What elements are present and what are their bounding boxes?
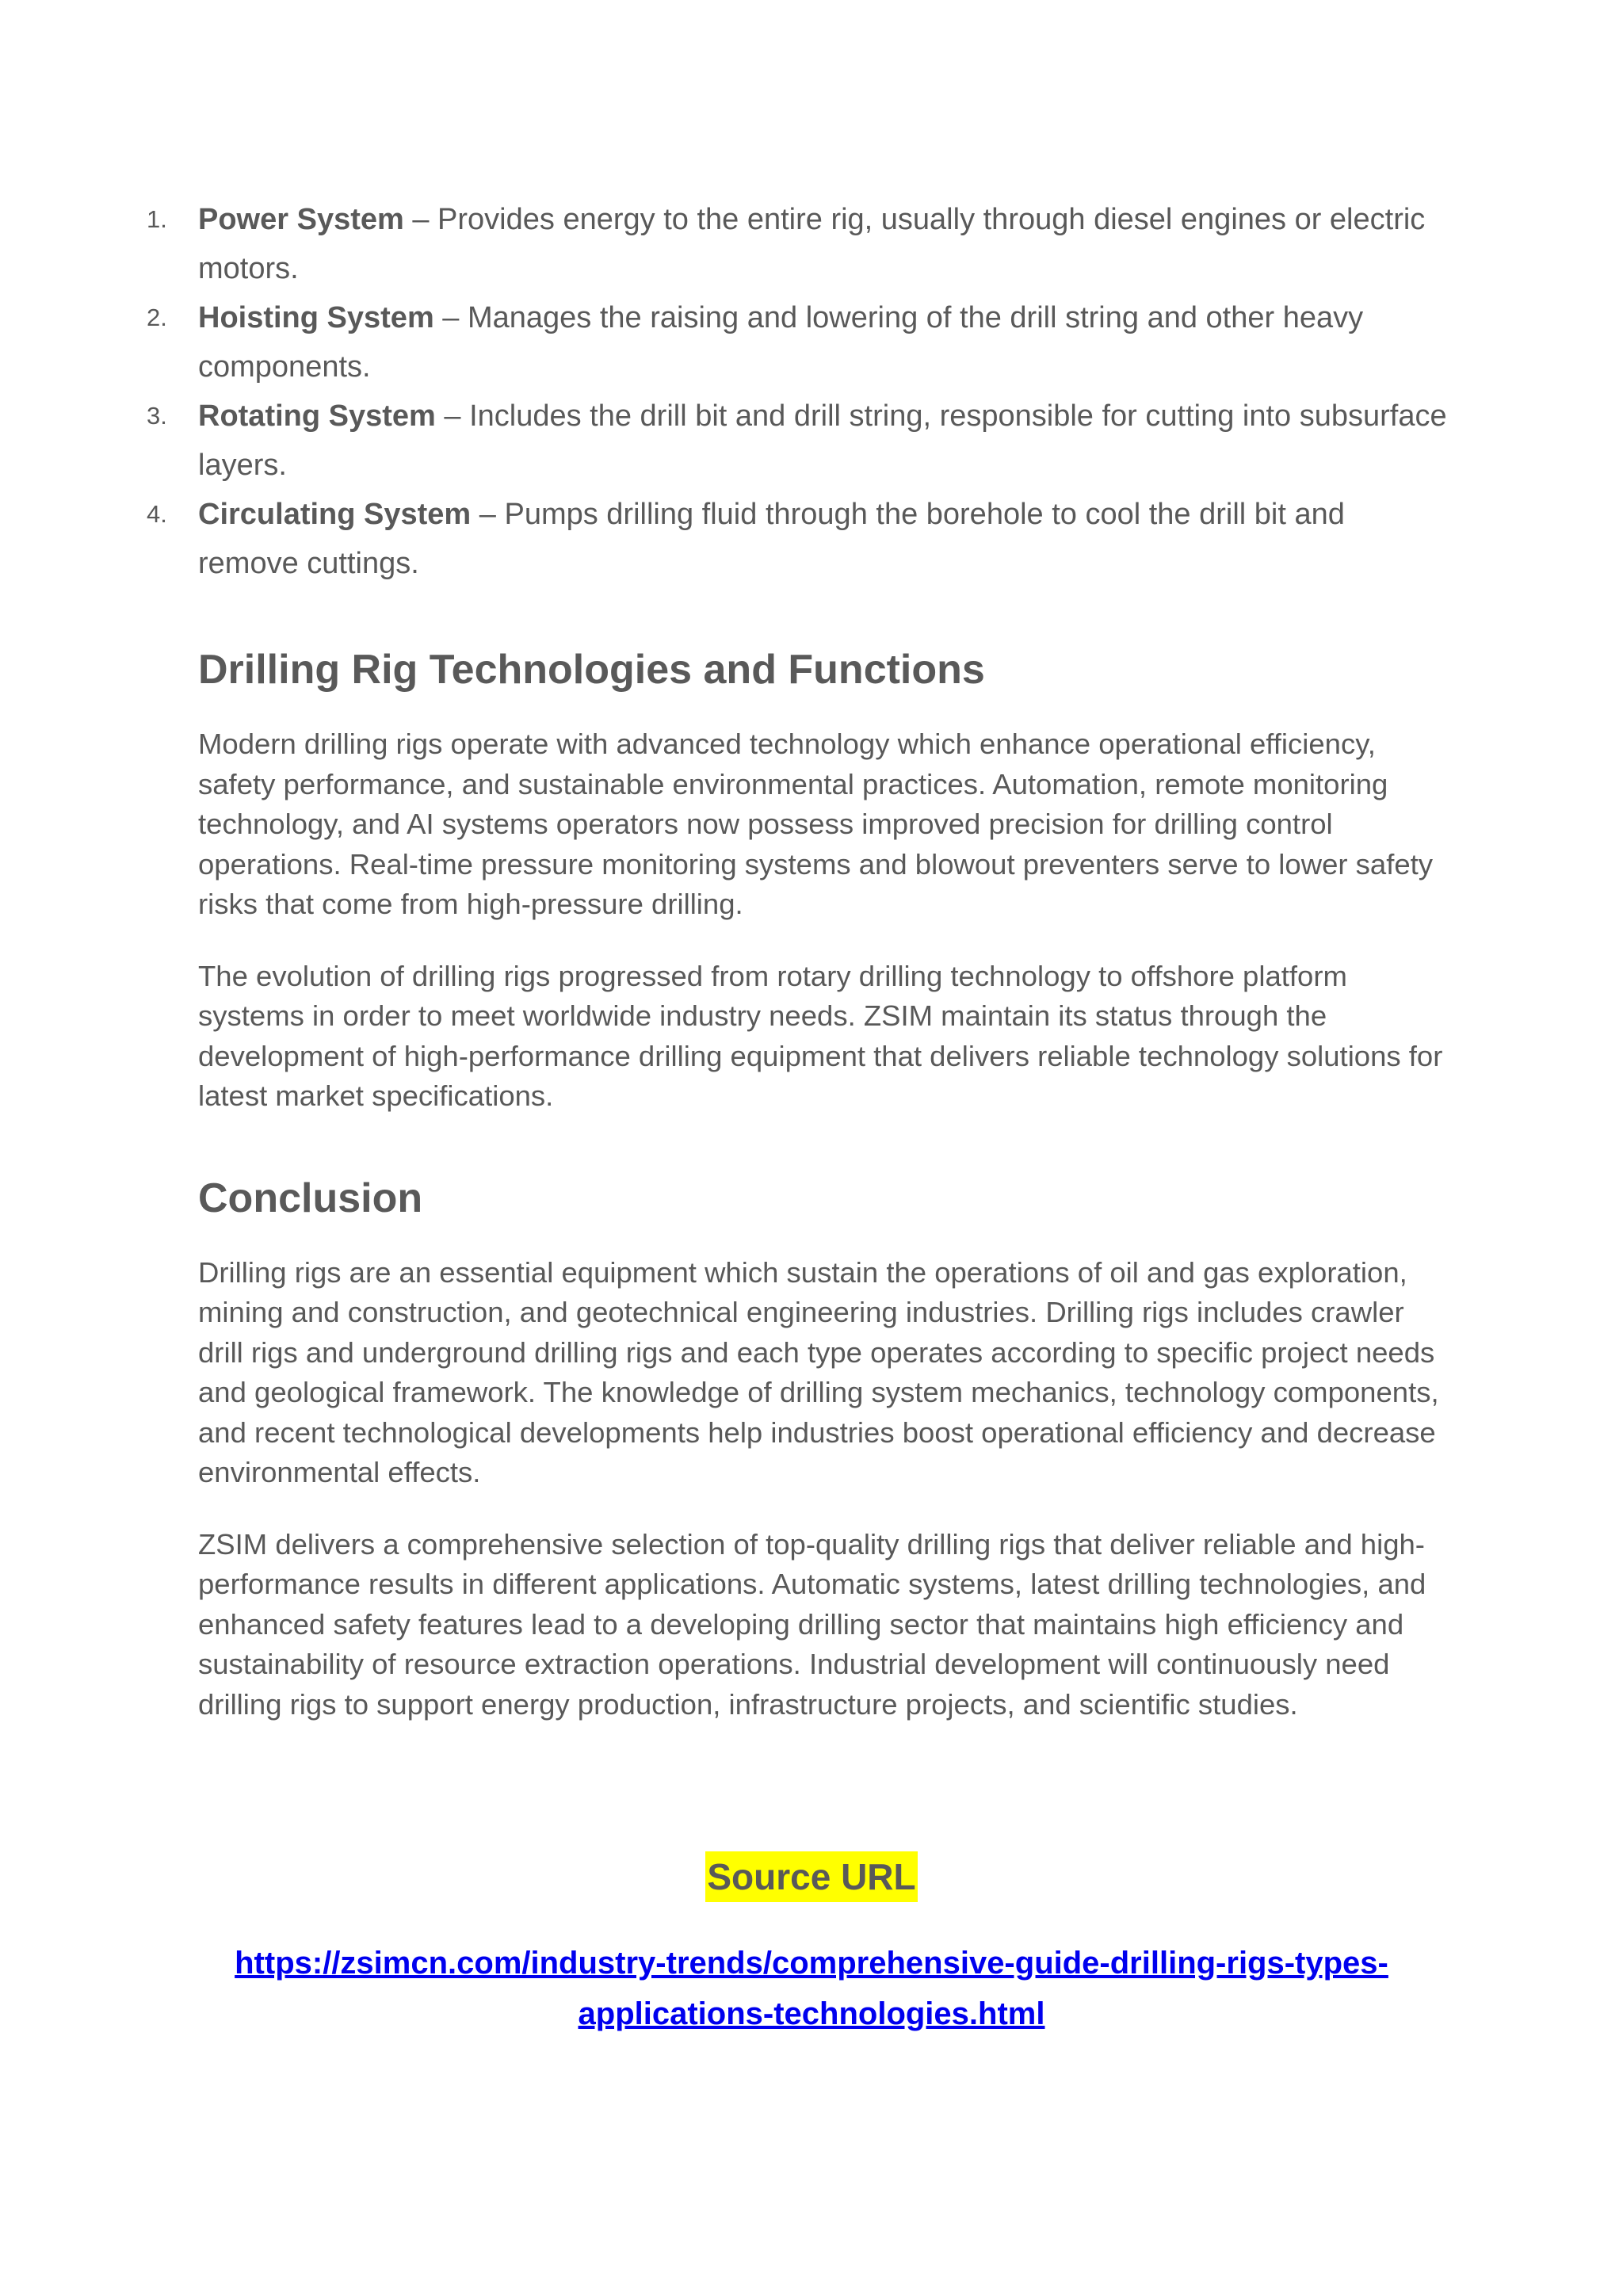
list-item-term: Rotating System xyxy=(198,399,436,433)
list-item-text: – Pumps drilling fluid through the borehole to cool the drill bit and remove cuttings. xyxy=(198,498,1345,580)
list-item xyxy=(147,490,1450,588)
list-item-text: – Includes the drill bit and drill string, responsible for cutting into subsurface layers. xyxy=(198,399,1447,482)
list-item-term: Circulating System xyxy=(198,498,472,531)
source-url-container xyxy=(158,1938,1465,2039)
technologies-paragraph-1: Modern drilling rigs operate with advanced technology which enhance operational efficiency, safety performance, and sustainable environmental practices. Automation, remote monitoring technology, and AI systems operators now possess improved precision for drilling control operations. Real-time pressure monitoring systems and blowout preventers serve to lower safety risks that come from high-pressure drilling. xyxy=(198,728,1434,920)
source-url-label: Source URL xyxy=(705,1851,917,1902)
list-item xyxy=(147,195,1450,293)
source-url-line-2[interactable]: applications-technologies.html xyxy=(578,1996,1045,2031)
rig-systems-list xyxy=(147,195,1450,588)
page-content xyxy=(147,195,1450,1725)
list-number: 2. xyxy=(147,304,167,331)
list-item-text: – Provides energy to the entire rig, usually through diesel engines or electric motors. xyxy=(198,203,1426,285)
source-url-link[interactable] xyxy=(235,1946,1388,2031)
list-number: 1. xyxy=(147,205,167,233)
conclusion-heading: Conclusion xyxy=(198,1175,423,1221)
conclusion-paragraph-2: ZSIM delivers a comprehensive selection of top-quality drilling rigs that deliver reliable and high-performance results in different applications. Automatic systems, latest drilling technologies, and enhanced safety features lead to a developing drilling sector that maintains high efficiency and sustainability of resource extraction operations. Industrial development will continuously need drilling rigs to support energy production, infrastructure projects, and scientific studies. xyxy=(198,1527,1426,1721)
list-item xyxy=(147,293,1450,392)
list-item-term: Power System xyxy=(198,203,404,236)
conclusion-paragraph-1: Drilling rigs are an essential equipment which sustain the operations of oil and gas exploration, mining and construction, and geotechnical engineering industries. Drilling rigs includes crawler drill rigs and underground drilling rigs and each type operates according to specific project needs and geological framework. The knowledge of drilling system mechanics, technology components, and recent technological developments help industries boost operational efficiency and decrease environmental effects. xyxy=(198,1255,1439,1488)
technologies-paragraph-2: The evolution of drilling rigs progressed from rotary drilling technology to offshore platform systems in order to meet worldwide industry needs. ZSIM maintain its status through the development of high-performance drilling equipment that delivers reliable technology solutions for latest market specifications. xyxy=(198,959,1443,1112)
source-label-container xyxy=(0,1851,1623,1902)
list-number: 4. xyxy=(147,500,167,528)
technologies-heading: Drilling Rig Technologies and Functions xyxy=(198,647,985,693)
list-item-text: – Manages the raising and lowering of the drill string and other heavy components. xyxy=(198,301,1364,384)
list-number: 3. xyxy=(147,402,167,430)
source-url-line-1[interactable]: https://zsimcn.com/industry-trends/comprehensive-guide-drilling-rigs-types- xyxy=(235,1946,1388,1981)
list-item-term: Hoisting System xyxy=(198,301,434,334)
list-item xyxy=(147,392,1450,490)
